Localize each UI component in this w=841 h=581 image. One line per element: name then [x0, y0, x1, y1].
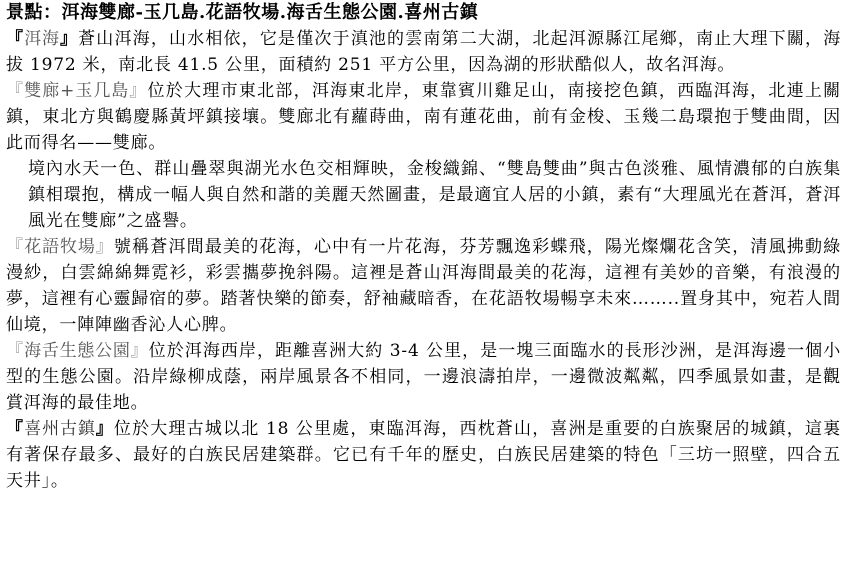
- section-text: 蒼山洱海，山水相依，它是僅次于滇池的雲南第二大湖，北起洱源縣江尾鄉，南止大理下關，海拔 1972 米，南北長 41.5 公里，面積約 251 平方公里，因為湖的形狀酷似人，故名洱海。: [6, 29, 841, 75]
- close-bracket: 』: [130, 341, 149, 361]
- section-text: 位於洱海西岸，距離喜洲大約 3-4 公里，是一塊三面臨水的長形沙洲，是洱海邊一個小型的生態公園。沿岸綠柳成蔭，兩岸風景各不相同，一邊浪濤拍岸，一邊微波粼粼，四季風景如畫，是觀賞洱海的最佳地。: [6, 341, 841, 413]
- section-name: 海舌生態公園: [24, 341, 131, 361]
- open-bracket: 『: [6, 81, 25, 101]
- close-bracket: 』: [95, 237, 114, 257]
- open-bracket: 『: [6, 29, 25, 49]
- close-bracket: 』: [59, 29, 79, 49]
- open-bracket: 『: [6, 419, 25, 439]
- section-huayu-ranch: [6, 234, 841, 338]
- section-haishe-park: [6, 338, 841, 416]
- section-text: 號稱蒼洱間最美的花海，心中有一片花海，芬芳飄逸彩蝶飛，陽光燦爛花含笑，清風拂動綠漫紗，白雲綿綿舞霓衫，彩雲攜夢挽斜陽。這裡是蒼山洱海間最美的花海，這裡有美妙的音樂，有浪漫的夢，這裡有心靈歸宿的夢。踏著快樂的節奏，舒袖藏暗香，在花語牧場暢享未來……..置身其中，宛若人間仙境，一陣陣幽香沁人心脾。: [6, 237, 841, 335]
- section-name: 花語牧場: [24, 237, 96, 257]
- close-bracket: 』: [129, 81, 148, 101]
- section-erhai: [6, 26, 841, 78]
- section-shuanglang-extra: 境內水天一色、群山疊翠與湖光水色交相輝映，金梭織錦、“雙島雙曲”與古色淡雅、風情濃郁的白族集鎮相環抱，構成一幅人與自然和諧的美麗天然圖畫，是最適宜人居的小鎮，素有“大理風光在蒼洱，蒼洱風光在雙廊”之盛譽。: [28, 159, 841, 231]
- section-xizhou-town: [6, 416, 841, 494]
- section-text: 位於大理市東北部，洱海東北岸，東靠賓川雞足山，南接挖色鎮，西臨洱海，北連上關鎮，東北方與鶴慶縣黃坪鎮接壤。雙廊北有蘿蒔曲，南有蓮花曲，前有金梭、玉幾二島環抱于雙曲間，因此而得名——雙廊。: [6, 81, 841, 153]
- section-name: 雙廊+玉几島: [24, 81, 130, 101]
- section-name: 洱海: [24, 29, 60, 49]
- section-name: 喜州古鎮: [24, 419, 96, 439]
- section-text: 位於大理古城以北 18 公里處，東臨洱海，西枕蒼山，喜洲是重要的白族聚居的城鎮，這裏有著保存最多、最好的白族民居建築群。它已有千年的歷史，白族民居建築的特色「三坊一照壁，四合五天井」。: [6, 419, 841, 491]
- open-bracket: 『: [6, 341, 25, 361]
- open-bracket: 『: [6, 237, 25, 257]
- page-cutoff: [0, 573, 841, 581]
- section-shuanglang: [6, 78, 841, 156]
- document-title: 景點：洱海雙廊-玉几島.花語牧場.海舌生態公園.喜州古鎮: [6, 2, 479, 23]
- close-bracket: 』: [95, 419, 114, 439]
